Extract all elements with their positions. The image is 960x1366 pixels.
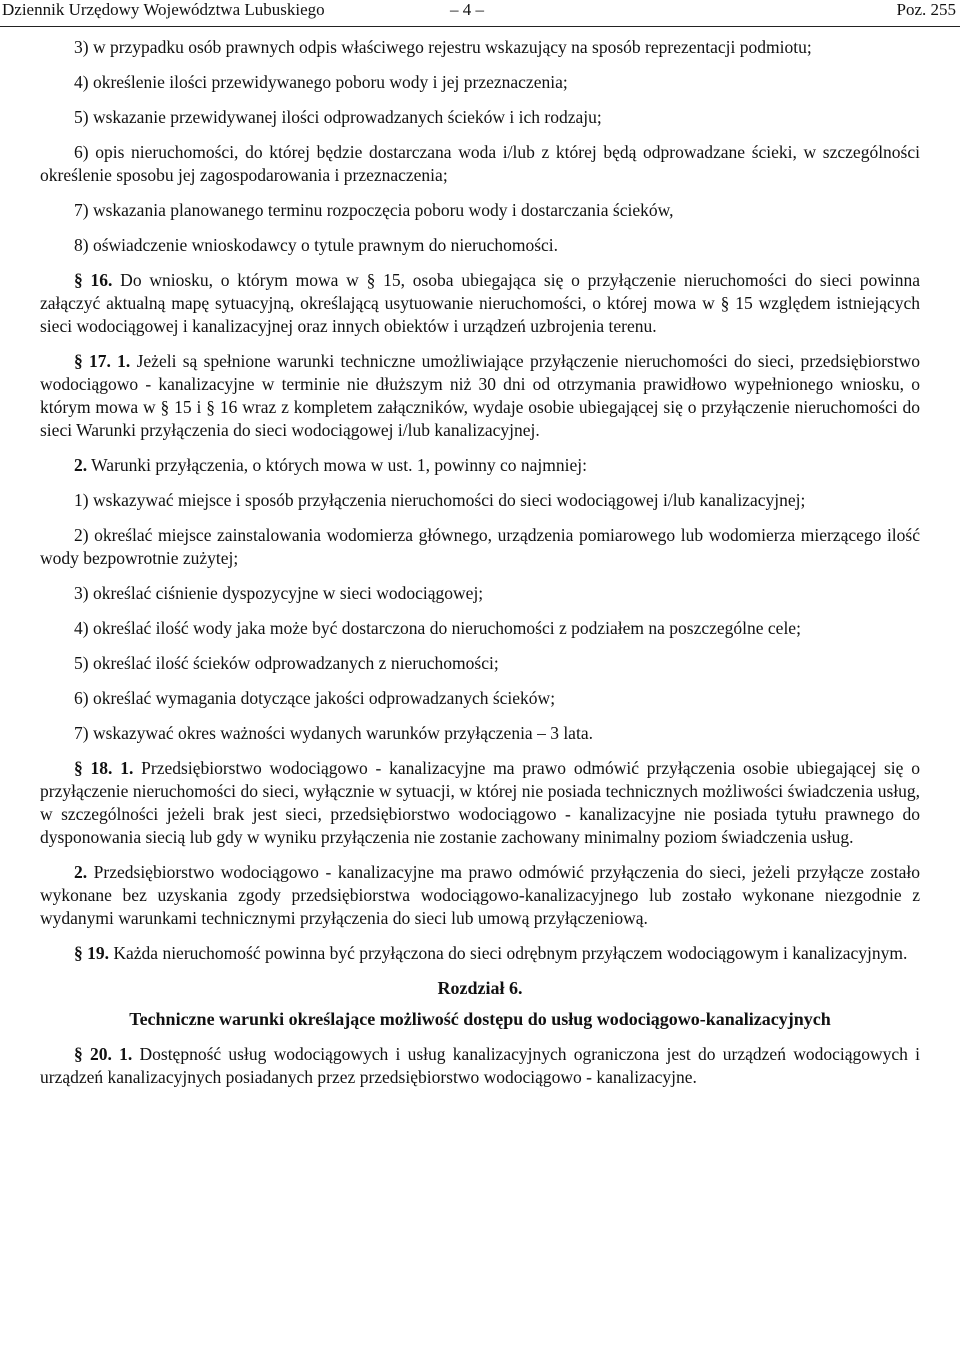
section-18-2-text: Przedsiębiorstwo wodociągowo - kanalizacyjne ma prawo odmówić przyłączenia do sieci, jeżeli przyłącze zostało wykonane bez uzyskania zgody przedsiębiorstwa wodociągowo-kanalizacyjnego lub zostało wykonane niezgodnie z wydanymi warunkami technicznymi przyłączenia do sieci lub umową przyłączeniową.: [40, 862, 920, 928]
section-17-2-item-2: 2) określać miejsce zainstalowania wodomierza głównego, urządzenia pomiarowego lub wodomierza mierzącego ilość wody bezpowrotnie zużytej;: [40, 525, 920, 568]
section-17-text: Jeżeli są spełnione warunki techniczne umożliwiające przyłączenie nieruchomości do sieci, przedsiębiorstwo wodociągowo - kanalizacyjne w terminie nie dłuższym niż 30 dni od otrzymania prawidłowo wypełnionego wniosku, o którym mowa w § 15 i § 16 wraz z kompletem załączników, wydaje osobie ubiegającej się o przyłączenie nieruchomości do sieci Warunki przyłączenia do sieci wodociągowej i/lub kanalizacyjnej.: [40, 351, 920, 440]
list-item-3: 3) w przypadku osób prawnych odpis właściwego rejestru wskazujący na sposób reprezentacji podmiotu;: [74, 37, 812, 57]
section-19: [0, 942, 960, 965]
section-19-number: § 19.: [74, 943, 109, 963]
section-20-number: § 20. 1.: [74, 1044, 133, 1064]
section-17-2-item-6: 6) określać wymagania dotyczące jakości odprowadzanych ścieków;: [74, 688, 556, 708]
section-17-2-number: 2.: [74, 455, 88, 475]
section-20: [0, 1043, 960, 1089]
list-item-5: 5) wskazanie przewidywanej ilości odprowadzanych ścieków i ich rodzaju;: [74, 107, 602, 127]
section-19-text: Każda nieruchomość powinna być przyłączona do sieci odrębnym przyłączem wodociągowym i kanalizacyjnym.: [109, 943, 908, 963]
section-20-text: Dostępność usług wodociągowych i usług kanalizacyjnych ograniczona jest do urządzeń wodociągowych i urządzeń kanalizacyjnych posiadanych przez przedsiębiorstwo wodociągowo - kanalizacyjne.: [40, 1044, 920, 1087]
page-number: – 4 –: [450, 0, 484, 19]
section-17-2-item-4: 4) określać ilość wody jaka może być dostarczona do nieruchomości z podziałem na poszczególne cele;: [74, 618, 801, 638]
list-item-7: 7) wskazania planowanego terminu rozpoczęcia poboru wody i dostarczania ścieków,: [74, 200, 674, 220]
section-17-2-item-7: 7) wskazywać okres ważności wydanych warunków przyłączenia – 3 lata.: [74, 723, 593, 743]
list-item-4: 4) określenie ilości przewidywanego poboru wody i jej przeznaczenia;: [74, 72, 568, 92]
section-18-number: § 18. 1.: [74, 758, 134, 778]
section-16: [0, 269, 960, 338]
chapter-heading: Rozdział 6.: [437, 978, 523, 998]
section-17-2: [0, 454, 960, 477]
document-body: [0, 36, 960, 1101]
section-18-text: Przedsiębiorstwo wodociągowo - kanalizacyjne ma prawo odmówić przyłączenia osobie ubiegającej się o przyłączenie nieruchomości do sieci, wyłącznie w sytuacji, w której nie posiada technicznych możliwości świadczenia usług, w szczególności jeżeli brak jest sieci, przedsiębiorstwo wodociągowo - kanalizacyjne nie posiada tytułu prawnego do dysponowania siecią lub gdy w wyniku przyłączenia nie zostanie zachowany minimalny poziom świadczenia usług.: [40, 758, 920, 847]
section-18-2-number: 2.: [74, 862, 88, 882]
section-16-text: Do wniosku, o którym mowa w § 15, osoba ubiegająca się o przyłączenie nieruchomości do sieci powinna załączyć aktualną mapę sytuacyjną, określającą usytuowanie nieruchomości, o której mowa w § 15 względem istniejących sieci wodociągowej i kanalizacyjnej oraz innych obiektów i urządzeń uzbrojenia terenu.: [40, 270, 920, 336]
list-item-8: 8) oświadczenie wnioskodawcy o tytule prawnym do nieruchomości.: [74, 235, 559, 255]
section-17-2-item-5: 5) określać ilość ścieków odprowadzanych z nieruchomości;: [74, 653, 499, 673]
section-18-2: [0, 861, 960, 930]
journal-title: Dziennik Urzędowy Województwa Lubuskiego: [2, 0, 325, 19]
page-header: [0, 0, 960, 27]
section-16-number: § 16.: [74, 270, 113, 290]
section-17: [0, 350, 960, 442]
chapter-title: Techniczne warunki określające możliwość dostępu do usług wodociągowo-kanalizacyjnych: [129, 1009, 831, 1029]
section-18: [0, 757, 960, 849]
section-17-2-item-1: 1) wskazywać miejsce i sposób przyłączenia nieruchomości do sieci wodociągowej i/lub kanalizacyjnej;: [74, 490, 806, 510]
section-17-2-text: Warunki przyłączenia, o których mowa w ust. 1, powinny co najmniej:: [87, 455, 587, 475]
list-item-6: 6) opis nieruchomości, do której będzie dostarczana woda i/lub z której będą odprowadzane ścieki, w szczególności określenie sposobu jej zagospodarowania i przeznaczenia;: [40, 142, 920, 185]
section-17-2-item-3: 3) określać ciśnienie dyspozycyjne w sieci wodociągowej;: [74, 583, 484, 603]
section-17-number: § 17. 1.: [74, 351, 131, 371]
position-number: Poz. 255: [896, 0, 956, 19]
